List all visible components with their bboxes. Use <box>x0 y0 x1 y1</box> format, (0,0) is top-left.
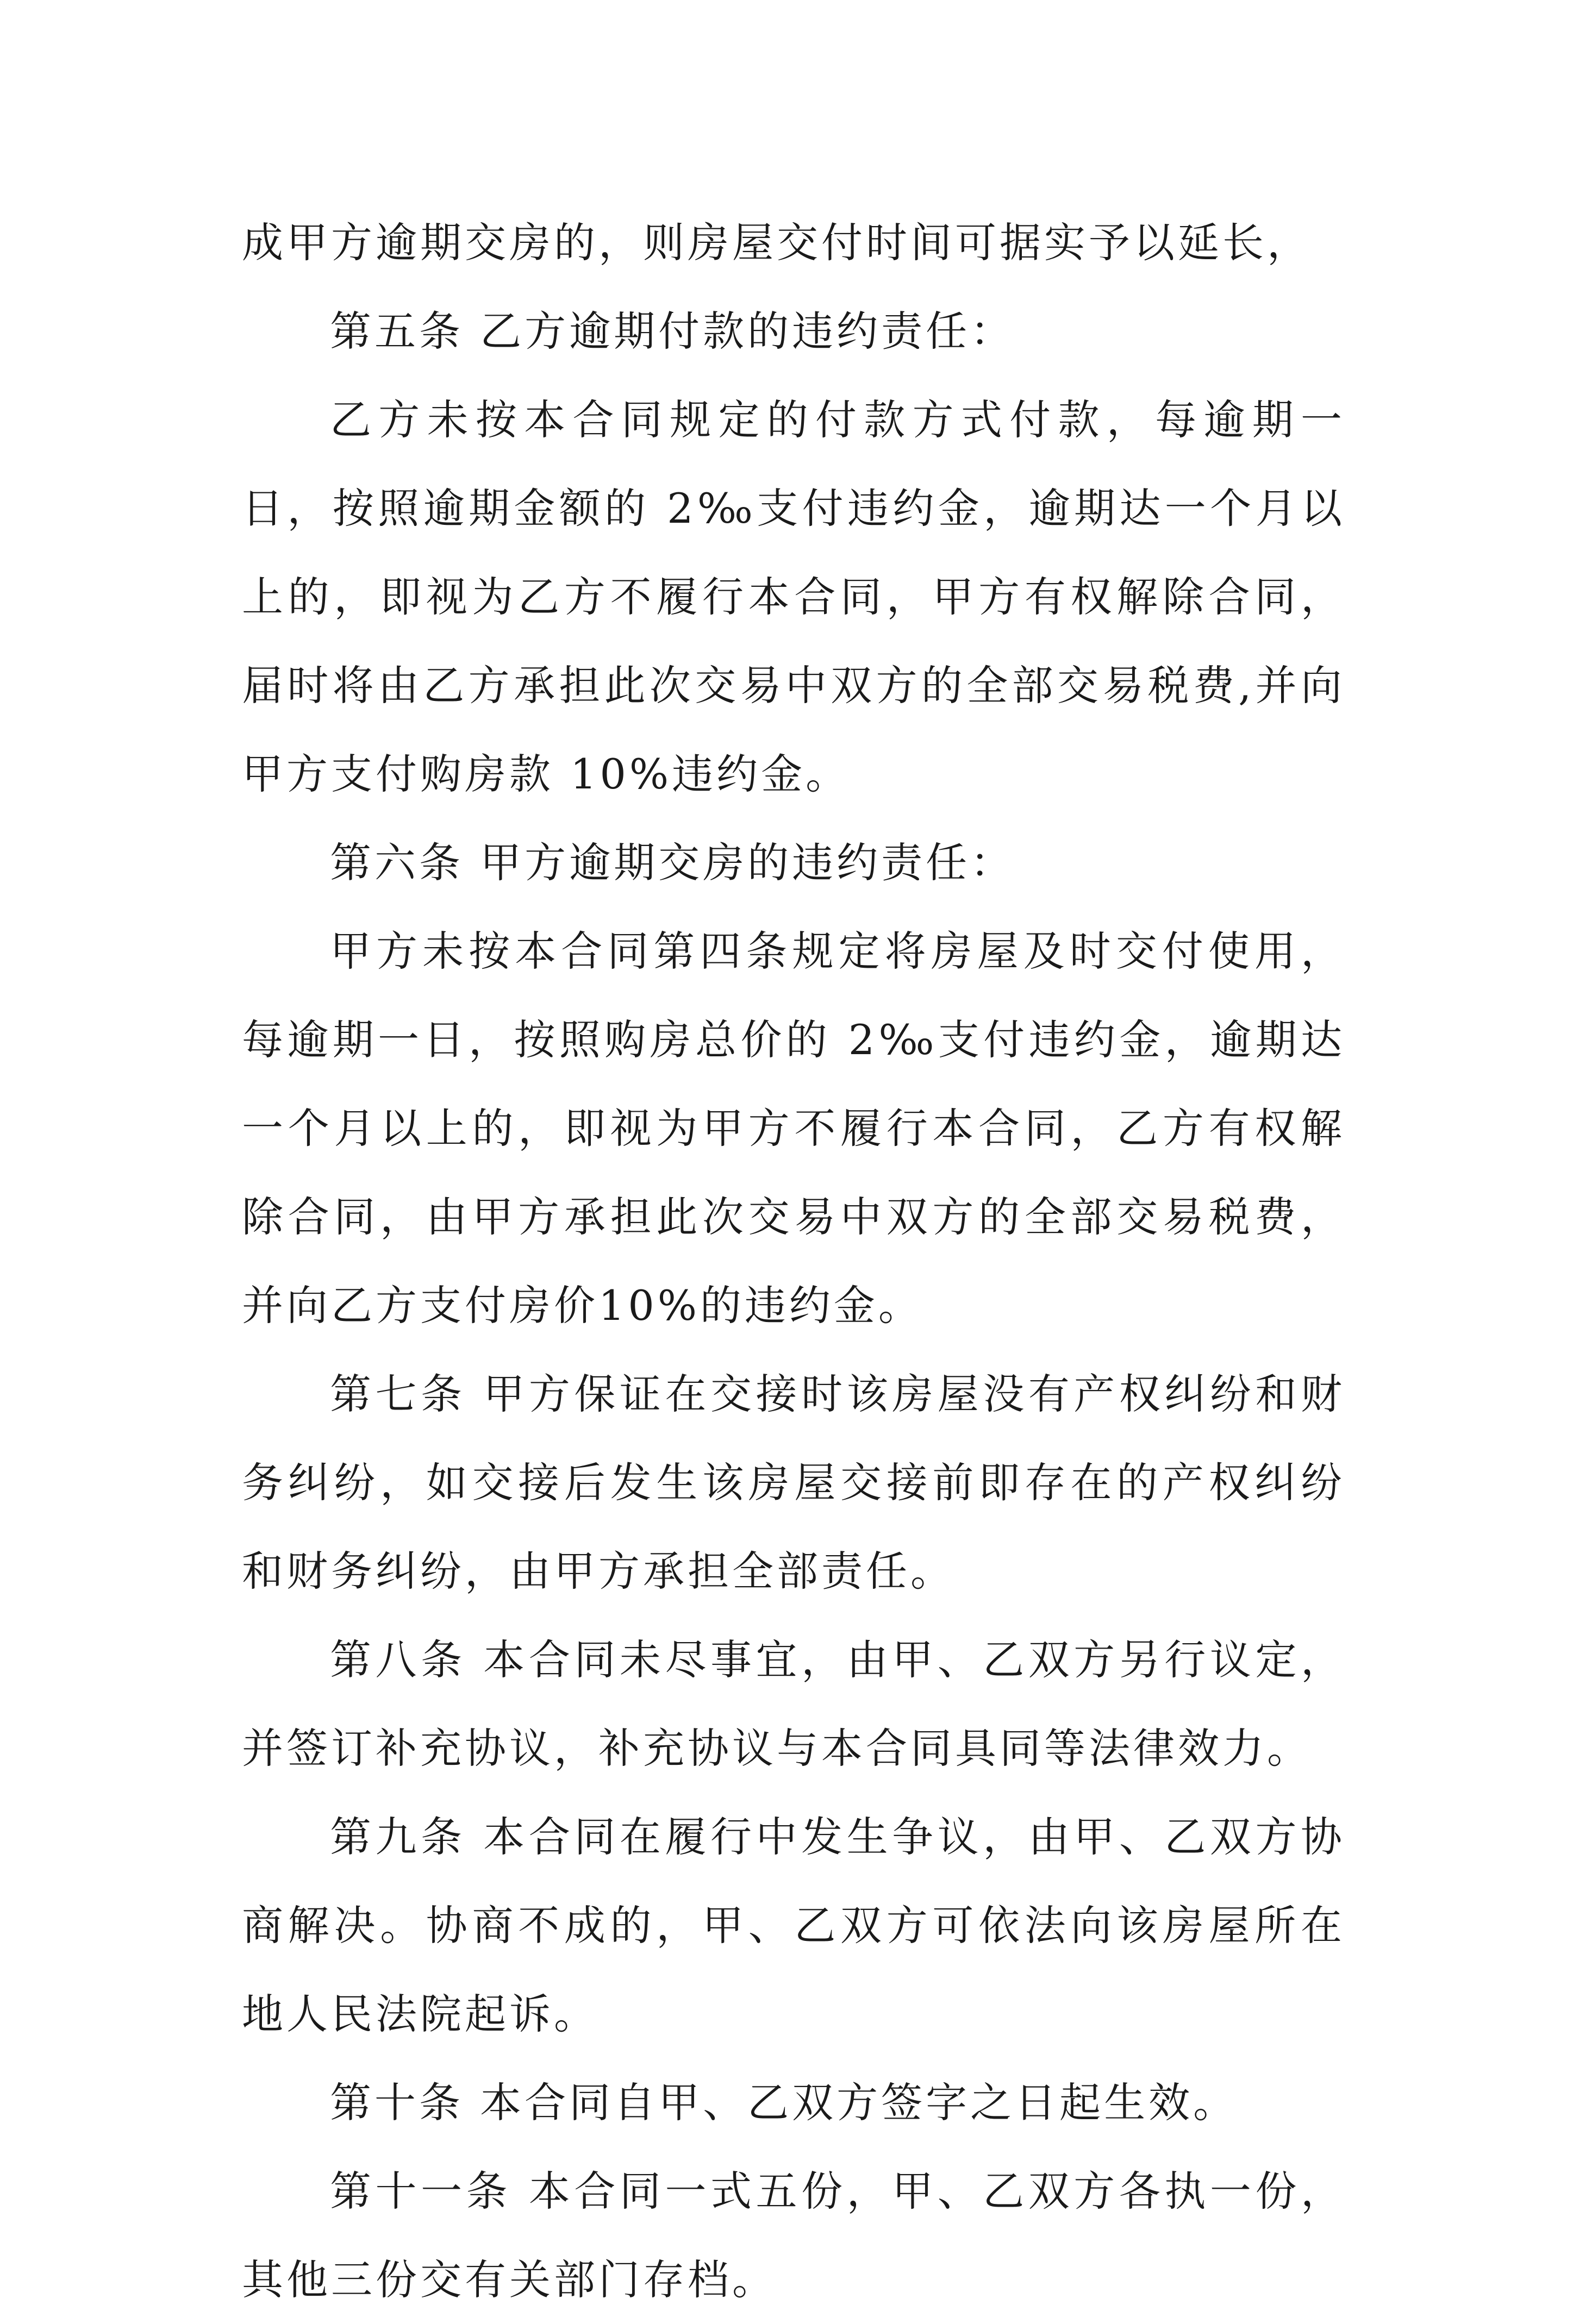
article-6-body: 甲方未按本合同第四条规定将房屋及时交付使用，每逾期一日，按照购房总价的 2‰支付违约金，逾期达一个月以上的，即视为甲方不履行本合同，乙方有权解除合同，由甲方承担此次交易中双方的全部交易税费，并向乙方支付房价10%的违约金。 <box>242 927 1345 1330</box>
article-11: 第十一条 本合同一式五份，甲、乙双方各执一份，其他三份交有关部门存档。 <box>242 2167 1345 2304</box>
paragraph-continuation: 成甲方逾期交房的，则房屋交付时间可据实予以延长， <box>242 218 1312 267</box>
document-body <box>242 198 1345 2324</box>
article-9: 第九条 本合同在履行中发生争议，由甲、乙双方协商解决。协商不成的，甲、乙双方可依法向该房屋所在地人民法院起诉。 <box>242 1813 1345 2038</box>
article-8: 第八条 本合同未尽事宜，由甲、乙双方另行议定，并签订补充协议，补充协议与本合同具同等法律效力。 <box>242 1636 1345 1772</box>
article-7: 第七条 甲方保证在交接时该房屋没有产权纠纷和财务纠纷，如交接后发生该房屋交接前即存在的产权纠纷和财务纠纷，由甲方承担全部责任。 <box>242 1370 1345 1595</box>
article-5-heading: 第五条 乙方逾期付款的违约责任： <box>330 307 1015 355</box>
article-6-heading: 第六条 甲方逾期交房的违约责任： <box>330 838 1015 887</box>
article-10: 第十条 本合同自甲、乙双方签字之日起生效。 <box>330 2078 1238 2127</box>
article-5-body: 乙方未按本合同规定的付款方式付款，每逾期一日，按照逾期金额的 2‰支付违约金，逾期达一个月以上的，即视为乙方不履行本合同，甲方有权解除合同，届时将由乙方承担此次交易中双方的全部交易税费,并向甲方支付购房款 10%违约金。 <box>242 396 1345 798</box>
